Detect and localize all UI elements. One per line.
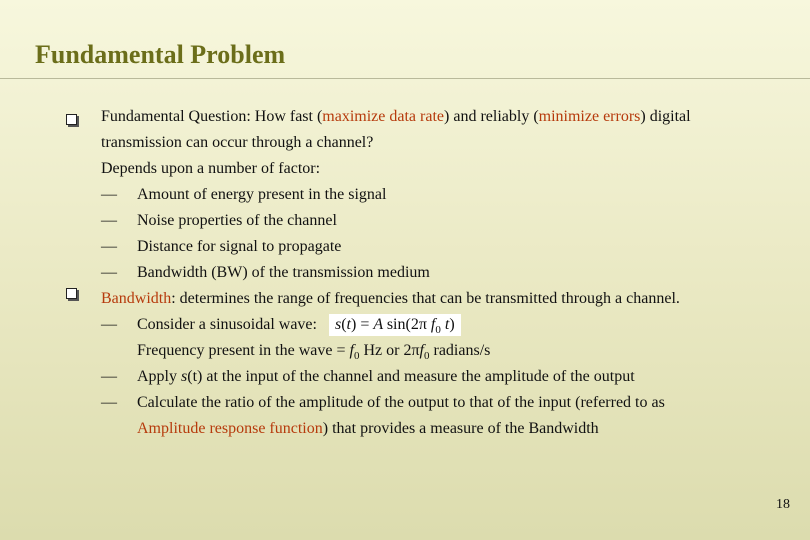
dash-bullet: —	[101, 264, 117, 281]
highlight-bandwidth: Bandwidth	[101, 290, 172, 307]
dash-bullet: —	[101, 238, 117, 255]
sinusoid-item: — Consider a sinusoidal wave: s(t) = A sin(2π $f_0$ t)	[101, 312, 781, 338]
bandwidth-line: Bandwidth: determines the range of frequencies that can be transmitted through a channel.	[101, 290, 680, 307]
apply-item: — Apply s(t) at the input of the channel and measure the amplitude of the output	[101, 364, 781, 390]
page-number: 18	[776, 497, 790, 512]
title-divider	[0, 78, 810, 79]
highlight-amplitude-response: Amplitude response function	[137, 420, 323, 437]
dash-bullet: —	[101, 212, 117, 229]
factor-item: — Distance for signal to propagate	[101, 234, 781, 260]
dash-bullet: —	[101, 316, 117, 333]
highlight-data-rate: maximize data rate	[322, 108, 445, 125]
highlight-errors: minimize errors	[538, 108, 641, 125]
depends-line: Depends upon a number of factor:	[101, 160, 321, 177]
question-line-2: transmission can occur through a channel?	[101, 134, 374, 151]
factor-item: — Bandwidth (BW) of the transmission medium	[101, 260, 781, 286]
square-bullet-icon	[66, 114, 77, 125]
question-line-1: Fundamental Question: How fast (maximize data rate) and reliably (minimize errors) digital	[101, 108, 691, 125]
slide-title: Fundamental Problem	[35, 40, 286, 69]
factor-item: — Amount of energy present in the signal	[101, 182, 781, 208]
dash-bullet: —	[101, 368, 117, 385]
factor-item: — Noise properties of the channel	[101, 208, 781, 234]
square-bullet-icon	[66, 288, 77, 299]
dash-bullet: —	[101, 394, 117, 411]
dash-bullet: —	[101, 186, 117, 203]
calc-item-continued: Amplitude response function) that provides a measure of the Bandwidth	[137, 420, 599, 437]
sinusoid-formula: s(t) = A sin(2π $f_0$ t)	[329, 314, 461, 336]
slide-body	[101, 104, 781, 442]
frequency-line: Frequency present in the wave = $f_0$ Hz or $2\pi f_0$ radians/s	[137, 342, 491, 363]
calc-item: — Calculate the ratio of the amplitude of the output to that of the input (referred to as	[101, 390, 781, 416]
